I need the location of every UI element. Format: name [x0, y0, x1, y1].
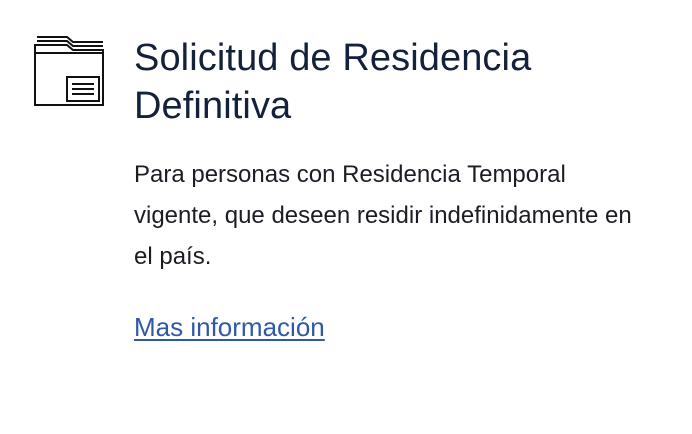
card-title: Solicitud de Residencia Definitiva: [134, 37, 532, 127]
folder-document-icon: [33, 35, 105, 107]
more-info-link[interactable]: Mas información: [134, 312, 325, 342]
card-content: [134, 34, 674, 343]
card-description: Para personas con Residencia Temporal vigente, que deseen residir indefinidamente en el país.: [134, 161, 632, 270]
